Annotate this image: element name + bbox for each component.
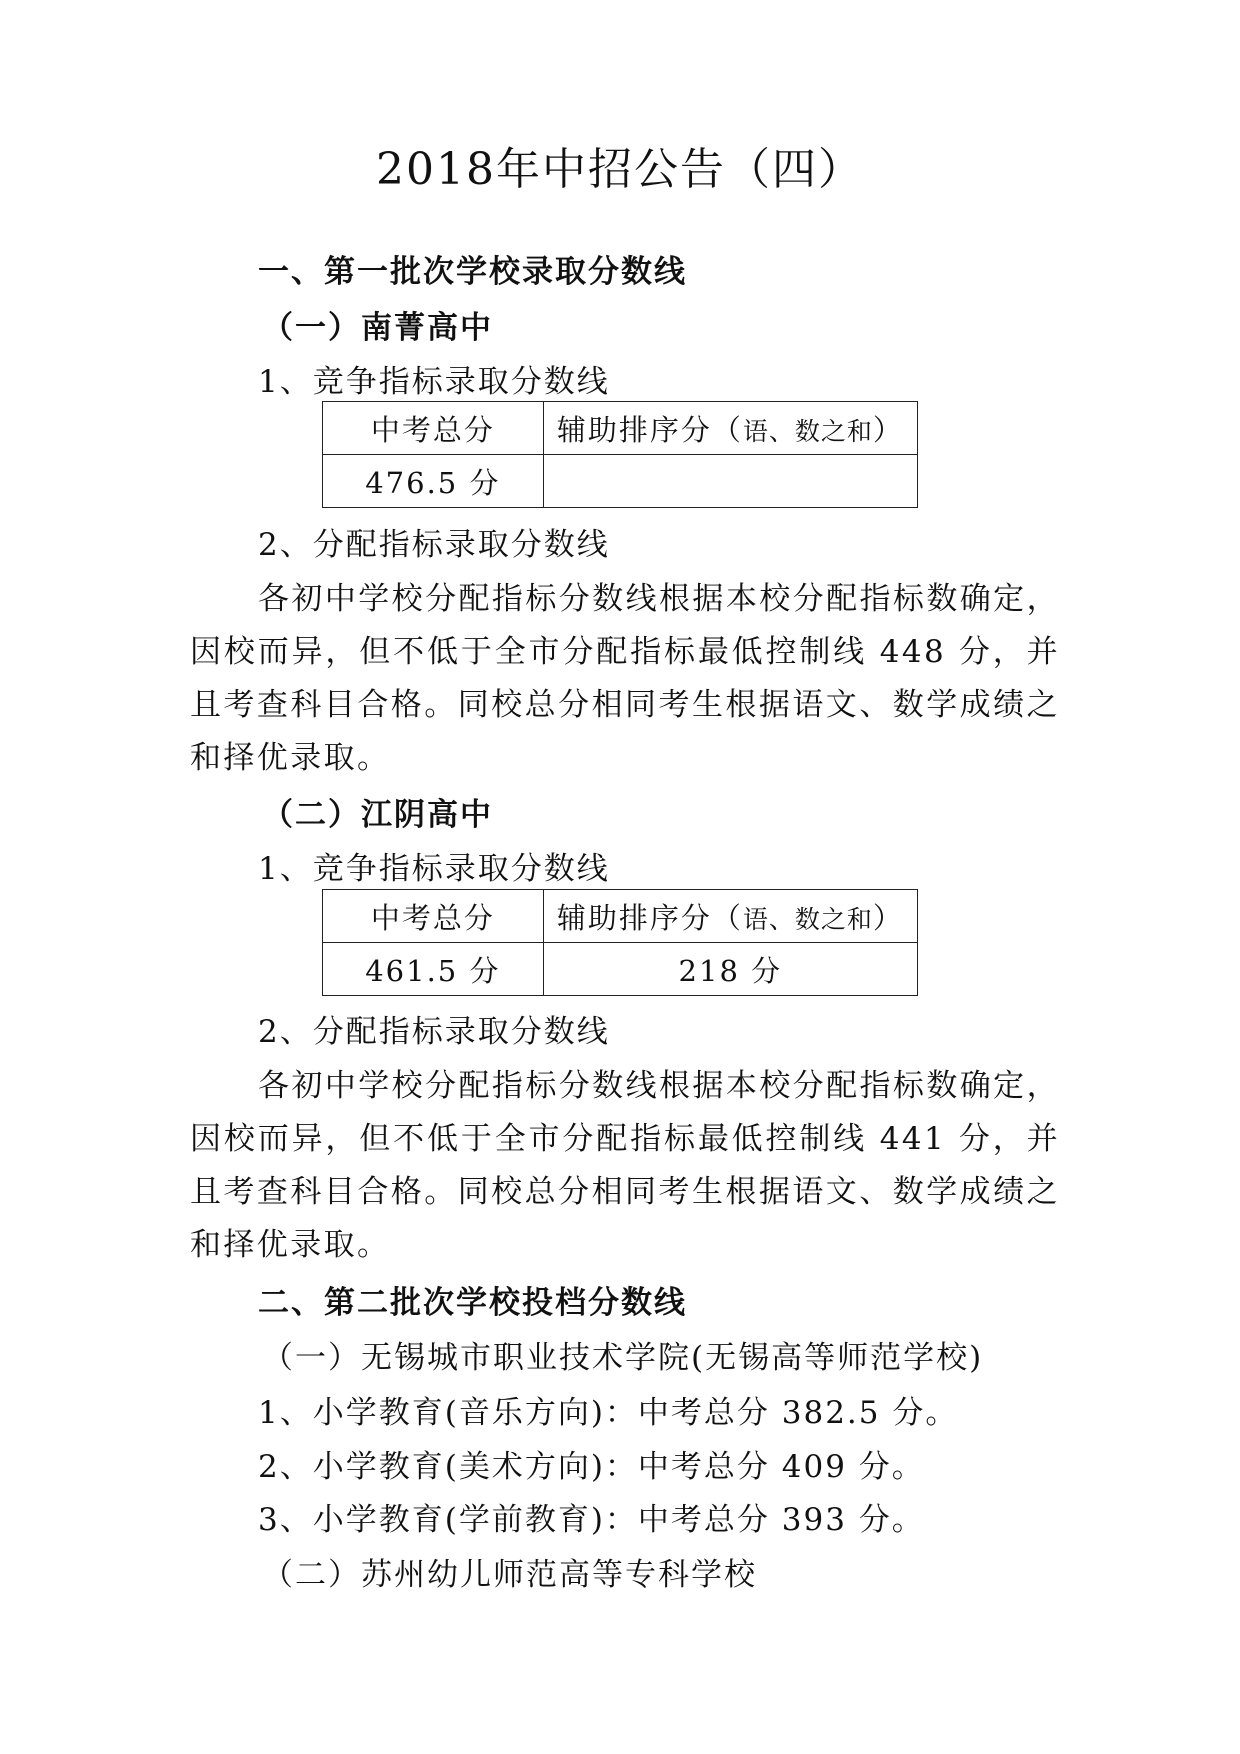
school-1-score-table [322,401,918,508]
school-1-paragraph: 各初中学校分配指标分数线根据本校分配指标数确定，因校而异，但不低于全市分配指标最低控制线 448 分，并且考查科目合格。同校总分相同考生根据语文、数学成绩之和择优录取。 [190,581,1060,776]
value-aux-score: 218 分 [543,943,917,996]
header-aux-score [543,890,917,943]
header-aux-label: 辅助排序分（ [556,900,743,935]
section-2-heading: 二、第二批次学校投档分数线 [258,1285,687,1321]
section-2-item-2: 2、小学教育(美术方向)：中考总分 409 分。 [258,1449,925,1485]
table-row [323,455,918,508]
school-2-paragraph: 各初中学校分配指标分数线根据本校分配指标数确定，因校而异，但不低于全市分配指标最低控制线 441 分，并且考查科目合格。同校总分相同考生根据语文、数学成绩之和择优录取。 [190,1068,1060,1263]
school-2-item-2: 2、分配指标录取分数线 [258,1014,610,1050]
value-total-score: 461.5 分 [323,943,544,996]
school-2-item-1: 1、竞争指标录取分数线 [258,851,610,887]
header-aux-score [543,402,917,455]
section-2-school-2: （二）苏州幼儿师范高等专科学校 [262,1557,757,1593]
header-total-score: 中考总分 [323,402,544,455]
section-1-heading: 一、第一批次学校录取分数线 [258,254,687,290]
table-header-row [323,402,918,455]
page-title: 2018年中招公告（四） [376,144,864,195]
table-header-row [323,890,918,943]
table-row [323,943,918,996]
school-1-item-2: 2、分配指标录取分数线 [258,527,610,563]
value-aux-score [543,455,917,508]
section-2-item-3: 3、小学教育(学前教育)：中考总分 393 分。 [258,1502,925,1538]
school-2-name: （二）江阴高中 [262,797,493,833]
school-1-item-1: 1、竞争指标录取分数线 [258,364,610,400]
header-aux-label: 辅助排序分（ [556,412,743,447]
value-total-score: 476.5 分 [323,455,544,508]
section-2-item-1: 1、小学教育(音乐方向)：中考总分 382.5 分。 [258,1395,959,1431]
header-aux-close: ） [872,900,904,935]
school-1-name: （一）南菁高中 [262,310,493,346]
header-aux-close: ） [872,412,904,447]
header-aux-note: 语、数之和 [742,904,873,934]
header-total-score: 中考总分 [323,890,544,943]
school-2-score-table [322,889,918,996]
header-aux-note: 语、数之和 [742,416,873,446]
section-2-school-1: （一）无锡城市职业技术学院(无锡高等师范学校) [262,1340,984,1376]
